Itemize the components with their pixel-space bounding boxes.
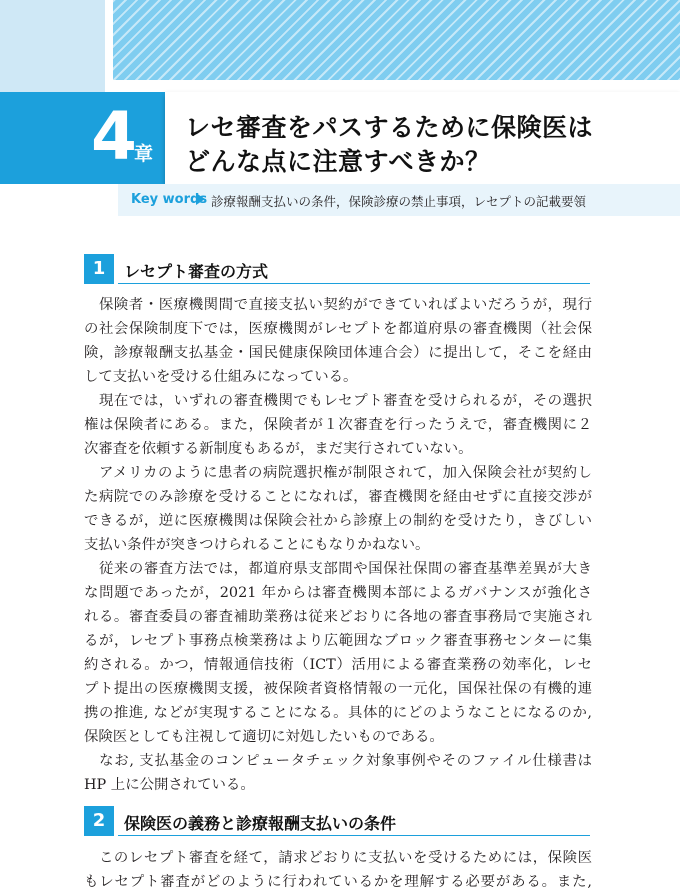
paragraph-line: して支払いを受ける仕組みになっている。 [84,369,358,385]
section-2-number: 2 [84,806,114,836]
paragraph-line: できるが，逆に医療機関は保険会社から診療上の制約を受けたり，きびしい [84,513,592,529]
chapter-title-line-2: どんな点に注意すべきか？ [185,147,491,176]
paragraph-line: 現在では，いずれの審査機関でもレセプト審査を受けられるが，その選択 [84,393,592,409]
paragraph-line: 保険医としても注視して適切に対処したいものである。 [84,729,444,745]
paragraph-line: なお, 支払基金のコンピュータチェック対象事例やそのファイル仕様書は [84,753,592,769]
paragraph-line: 保険者・医療機関間で直接支払い契約ができていればよいだろうが，現行 [84,297,592,313]
section-1-title: レセプト審査の方式 [124,262,269,281]
paragraph-line: プト提出の医療機関支援，被保険者資格情報の一元化，国保社保の有機的連 [84,681,592,697]
paragraph-line: 権は保険者にある。また，保険者が１次審査を行ったうえで，審査機関に２ [84,417,592,433]
paragraph-line: アメリカのように患者の病院選択権が制限されて，加入保険会社が契約し [84,465,592,481]
corner-panel [0,0,105,92]
header-hatch-band [113,0,680,80]
keywords-arrow-icon [196,193,205,205]
section-1-number: 1 [84,254,114,284]
paragraph-line: HP 上に公開されている。 [84,777,255,793]
chapter-number: 4 [91,98,137,175]
paragraph-line: な問題であったが，2021 年からは審査機関本部によるガバナンスが強化さ [84,585,592,601]
paragraph-line: 険，診療報酬支払基金・国民健康保険団体連合会）に提出して，そこを経由 [84,345,592,361]
paragraph-line: るが，レセプト事務点検業務はより広範囲なブロック審査事務センターに集 [84,633,592,649]
section-2-rule [118,835,590,836]
section-2-title: 保険医の義務と診療報酬支払いの条件 [124,814,397,833]
paragraph-line: の社会保険制度下では，医療機関がレセプトを都道府県の審査機関（社会保 [84,321,592,337]
paragraph-line: 次審査を依頼する新制度もあるが，まだ実行されていない。 [84,441,473,457]
paragraph-line: 従来の審査方法では，都道府県支部間や国保社保間の審査基準差異が大き [84,561,592,577]
keywords-label: Key words [131,192,208,207]
paragraph-line: もレセプト審査がどのように行われているかを理解する必要がある。また, [84,874,592,890]
paragraph-line: このレセプト審査を経て，請求どおりに支払いを受けるためには，保険医 [84,850,592,866]
paragraph-line: れる。審査委員の審査補助業務は従来どおりに各地の審査事務局で実施され [84,609,592,625]
paragraph-line: 支払い条件が突きつけられることにもなりかねない。 [84,537,430,553]
keywords-text: 診療報酬支払いの条件，保険診療の禁止事項，レセプトの記載要領 [211,194,587,209]
section-1-rule [118,283,590,284]
paragraph-line: 携の推進, などが実現することになる。具体的にどのようなことになるのか, [84,705,592,721]
paragraph-line: 約される。かつ，情報通信技術（ICT）活用による審査業務の効率化，レセ [84,657,592,673]
chapter-badge [0,92,165,184]
paragraph-line: た病院でのみ診療を受けることになれば，審査機関を経由せずに直接交渉が [84,489,592,505]
chapter-title-line-1: レセ審査をパスするために保険医は [185,113,594,142]
chapter-suffix: 章 [134,143,154,165]
